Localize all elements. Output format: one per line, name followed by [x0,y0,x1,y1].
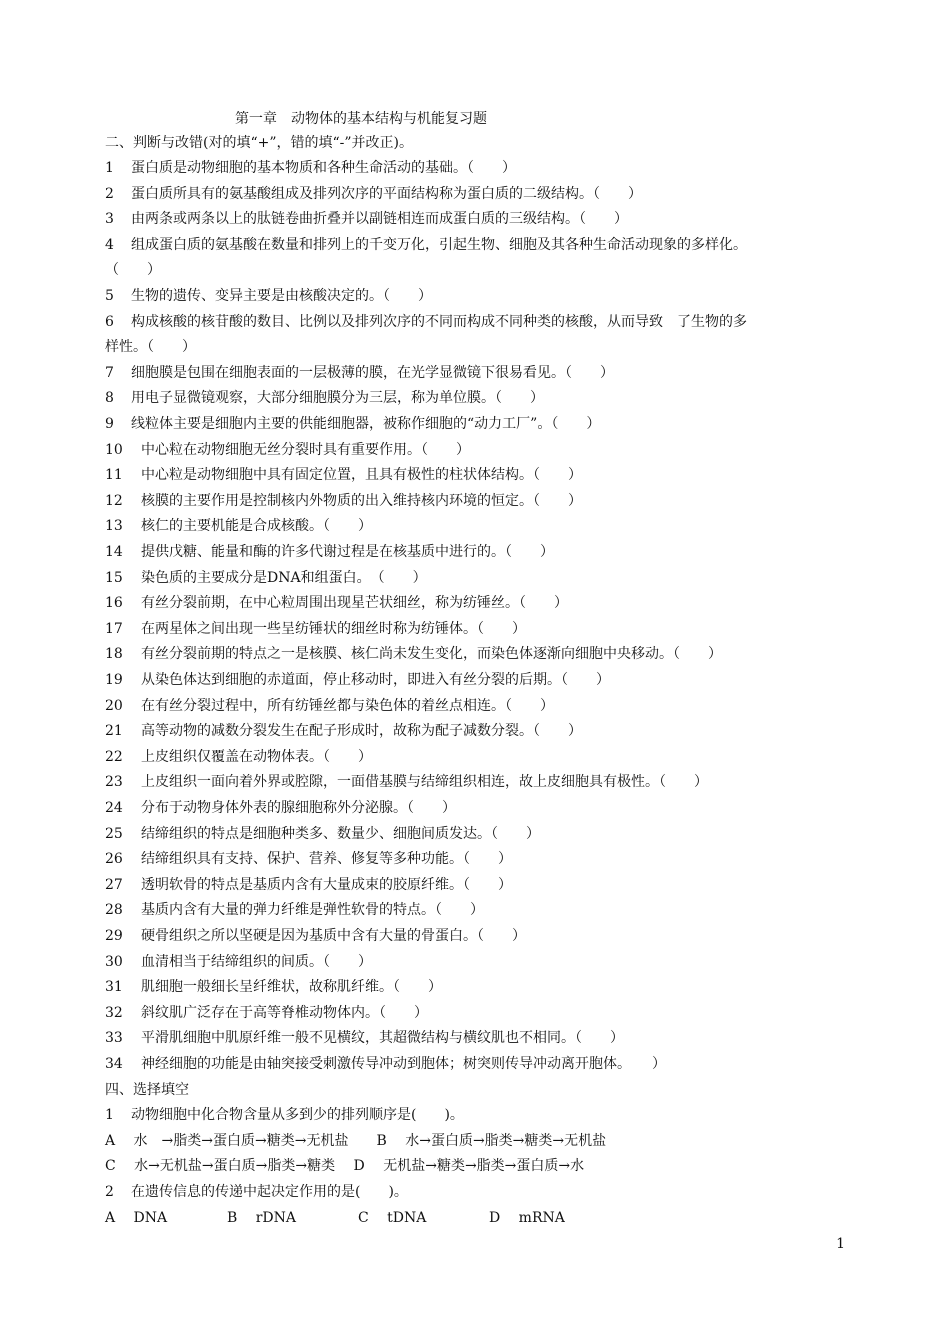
item-number: 1 [105,160,114,176]
judgment-item [105,926,526,946]
item-number: 24 [105,800,123,816]
item-text: 在有丝分裂过程中，所有纺锤丝都与染色体的着丝点相连。（ ） [141,697,554,714]
item-number: 13 [105,518,123,535]
judgment-item [105,977,442,997]
item-number: 3 [105,211,114,228]
judgment-item [105,440,470,460]
choice-question-2 [105,1182,408,1202]
item-number: 4 [105,236,114,253]
item-text: 核仁的主要机能是合成核酸。（ ） [141,518,372,535]
item-text: 上皮组织仅覆盖在动物体表。（ ） [141,748,372,765]
item-text: 硬骨组织之所以坚硬是因为基质中含有大量的骨蛋白。（ ） [141,928,526,944]
item-text: 有丝分裂前期，在中心粒周围出现星芒状细丝，称为纺锤丝。（ ） [141,595,568,612]
item-text: 中心粒是动物细胞中具有固定位置，且具有极性的柱状体结构。（ ） [141,467,582,484]
item-text: 提供戊糖、能量和酶的许多代谢过程是在核基质中进行的。（ ） [141,544,554,560]
judgment-item [105,158,516,178]
item-text: 从染色体达到细胞的赤道面，停止移动时，即进入有丝分裂的后期。（ ） [141,672,610,688]
item-text: 生物的遗传、变异主要是由核酸决定的。（ ） [131,288,432,304]
choice-options-row: C 水→无机盐→蛋白质→脂类→糖类 D 无机盐→糖类→脂类→蛋白质→水 [105,1158,585,1175]
item-text: 有丝分裂前期的特点之一是核膜、核仁尚未发生变化，而染色体逐渐向细胞中央移动。（ ） [141,646,722,663]
judgment-item [105,363,614,383]
judgment-item [105,824,540,844]
judgment-item [105,772,708,792]
item-text: 斜纹肌广泛存在于高等脊椎动物体内。（ ） [141,1004,428,1021]
option-d: D mRNA [489,1209,565,1226]
item-text: 染色质的主要成分是DNA和组蛋白。 （ ） [141,569,427,586]
item-number: 17 [105,620,123,637]
judgment-item [105,619,526,639]
question-number: 1 [105,1107,114,1124]
judgment-item [105,1054,666,1074]
item-number: 8 [105,390,114,407]
item-number: 12 [105,492,123,509]
judgment-item [105,542,554,562]
judgment-item [105,465,582,485]
judgment-item [105,849,512,869]
judgment-item [105,184,642,204]
judgment-item [105,568,427,588]
item-text: 基质内含有大量的弹力纤维是弹性软骨的特点。（ ） [141,902,484,919]
item-number: 27 [105,876,123,893]
judgment-item [105,593,568,613]
item-text: 透明软骨的特点是基质内含有大量成束的胶原纤维。（ ） [141,876,512,893]
item-number: 10 [105,441,123,458]
item-text: 在两星体之间出现一些呈纺锤状的细丝时称为纺锤体。（ ） [141,620,526,637]
item-text: 结缔组织具有支持、保护、营养、修复等多种功能。（ ） [141,851,512,868]
item-continuation: （ ） [105,262,161,279]
judgment-item [105,414,600,434]
item-number: 5 [105,288,114,304]
item-text: 血清相当于结缔组织的间质。（ ） [141,953,372,970]
judgment-item [105,235,747,255]
item-number: 2 [105,185,114,202]
item-continuation: 样性。（ ） [105,339,196,356]
judgment-item [105,491,582,511]
item-text: 结缔组织的特点是细胞种类多、数量少、细胞间质发达。（ ） [141,825,540,842]
item-number: 14 [105,544,123,560]
judgment-item [105,286,432,306]
item-number: 21 [105,723,123,740]
question-text: 在遗传信息的传递中起决定作用的是( )。 [131,1184,408,1200]
page-title: 第一章 动物体的基本结构与机能复习题 [235,111,487,127]
item-number: 9 [105,416,114,432]
item-number: 29 [105,928,123,944]
item-number: 22 [105,748,123,765]
item-number: 32 [105,1004,123,1021]
item-text: 上皮组织一面向着外界或腔隙，一面借基膜与结缔组织相连，故上皮细胞具有极性。（ ） [141,774,708,791]
choice-options-row [105,1208,565,1228]
item-text: 用电子显微镜观察，大部分细胞膜分为三层，称为单位膜。（ ） [131,390,544,407]
item-number: 30 [105,953,123,970]
item-number: 6 [105,313,114,330]
item-text: 高等动物的减数分裂发生在配子形成时，故称为配子减数分裂。（ ） [141,723,582,740]
question-number: 2 [105,1184,114,1200]
section-heading-choice: 四、选择填空 [105,1081,189,1098]
item-text: 分布于动物身体外表的腺细胞称外分泌腺。（ ） [141,800,456,816]
item-text: 组成蛋白质的氨基酸在数量和排列上的千变万化，引起生物、细胞及其各种生命活动现象的多样化。 [131,236,747,253]
item-number: 16 [105,595,123,612]
item-text: 中心粒在动物细胞无丝分裂时具有重要作用。（ ） [141,441,470,458]
item-number: 28 [105,902,123,919]
judgment-item [105,516,372,536]
item-number: 18 [105,646,123,663]
judgment-item [105,721,582,741]
choice-options-row: A 水 →脂类→蛋白质→糖类→无机盐 B 水→蛋白质→脂类→糖类→无机盐 [105,1132,607,1149]
item-text: 蛋白质所具有的氨基酸组成及排列次序的平面结构称为蛋白质的二级结构。（ ） [131,185,642,202]
item-text: 线粒体主要是细胞内主要的供能细胞器，被称作细胞的“动力工厂”。（ ） [131,416,601,432]
choice-question-1 [105,1105,464,1125]
judgment-item [105,875,512,895]
item-text: 构成核酸的核苷酸的数目、比例以及排列次序的不同而构成不同种类的核酸，从而导致 了生物的多 [131,313,747,330]
page-number: 1 [836,1236,845,1252]
item-number: 11 [105,467,123,484]
judgment-item [105,388,544,408]
item-text: 神经细胞的功能是由轴突接受刺激传导冲动到胞体；树突则传导冲动离开胞体。 ） [141,1056,666,1072]
judgment-item [105,952,372,972]
item-number: 33 [105,1030,123,1047]
judgment-item [105,1028,624,1048]
option-b: B rDNA [227,1209,297,1226]
option-c: C tDNA [358,1209,427,1226]
item-text: 平滑肌细胞中肌原纤维一般不见横纹，其超微结构与横纹肌也不相同。（ ） [141,1030,624,1047]
judgment-item [105,798,456,818]
judgment-item [105,747,372,767]
item-text: 肌细胞一般细长呈纤维状，故称肌纤维。（ ） [141,979,442,996]
item-text: 由两条或两条以上的肽链卷曲折叠并以副链相连而成蛋白质的三级结构。（ ） [131,211,628,228]
item-text: 细胞膜是包围在细胞表面的一层极薄的膜，在光学显微镜下很易看见。（ ） [131,364,614,381]
item-text: 蛋白质是动物细胞的基本物质和各种生命活动的基础。（ ） [131,160,516,176]
item-number: 7 [105,364,114,381]
judgment-item [105,312,747,332]
question-text: 动物细胞中化合物含量从多到少的排列顺序是( )。 [131,1107,464,1124]
item-number: 25 [105,825,123,842]
item-number: 26 [105,851,123,868]
item-number: 20 [105,697,123,714]
item-number: 34 [105,1056,123,1072]
judgment-item [105,670,610,690]
judgment-item [105,696,554,716]
judgment-item [105,1003,428,1023]
judgment-item [105,900,484,920]
judgment-item [105,644,722,664]
judgment-item [105,209,628,229]
item-number: 15 [105,569,123,586]
option-a: A DNA [105,1209,168,1226]
item-number: 31 [105,979,123,996]
section-heading-judgment: 二、判断与改错(对的填“+”，错的填“-”并改正)。 [105,135,414,151]
item-text: 核膜的主要作用是控制核内外物质的出入维持核内环境的恒定。（ ） [141,492,582,509]
item-number: 19 [105,672,123,688]
item-number: 23 [105,774,123,791]
